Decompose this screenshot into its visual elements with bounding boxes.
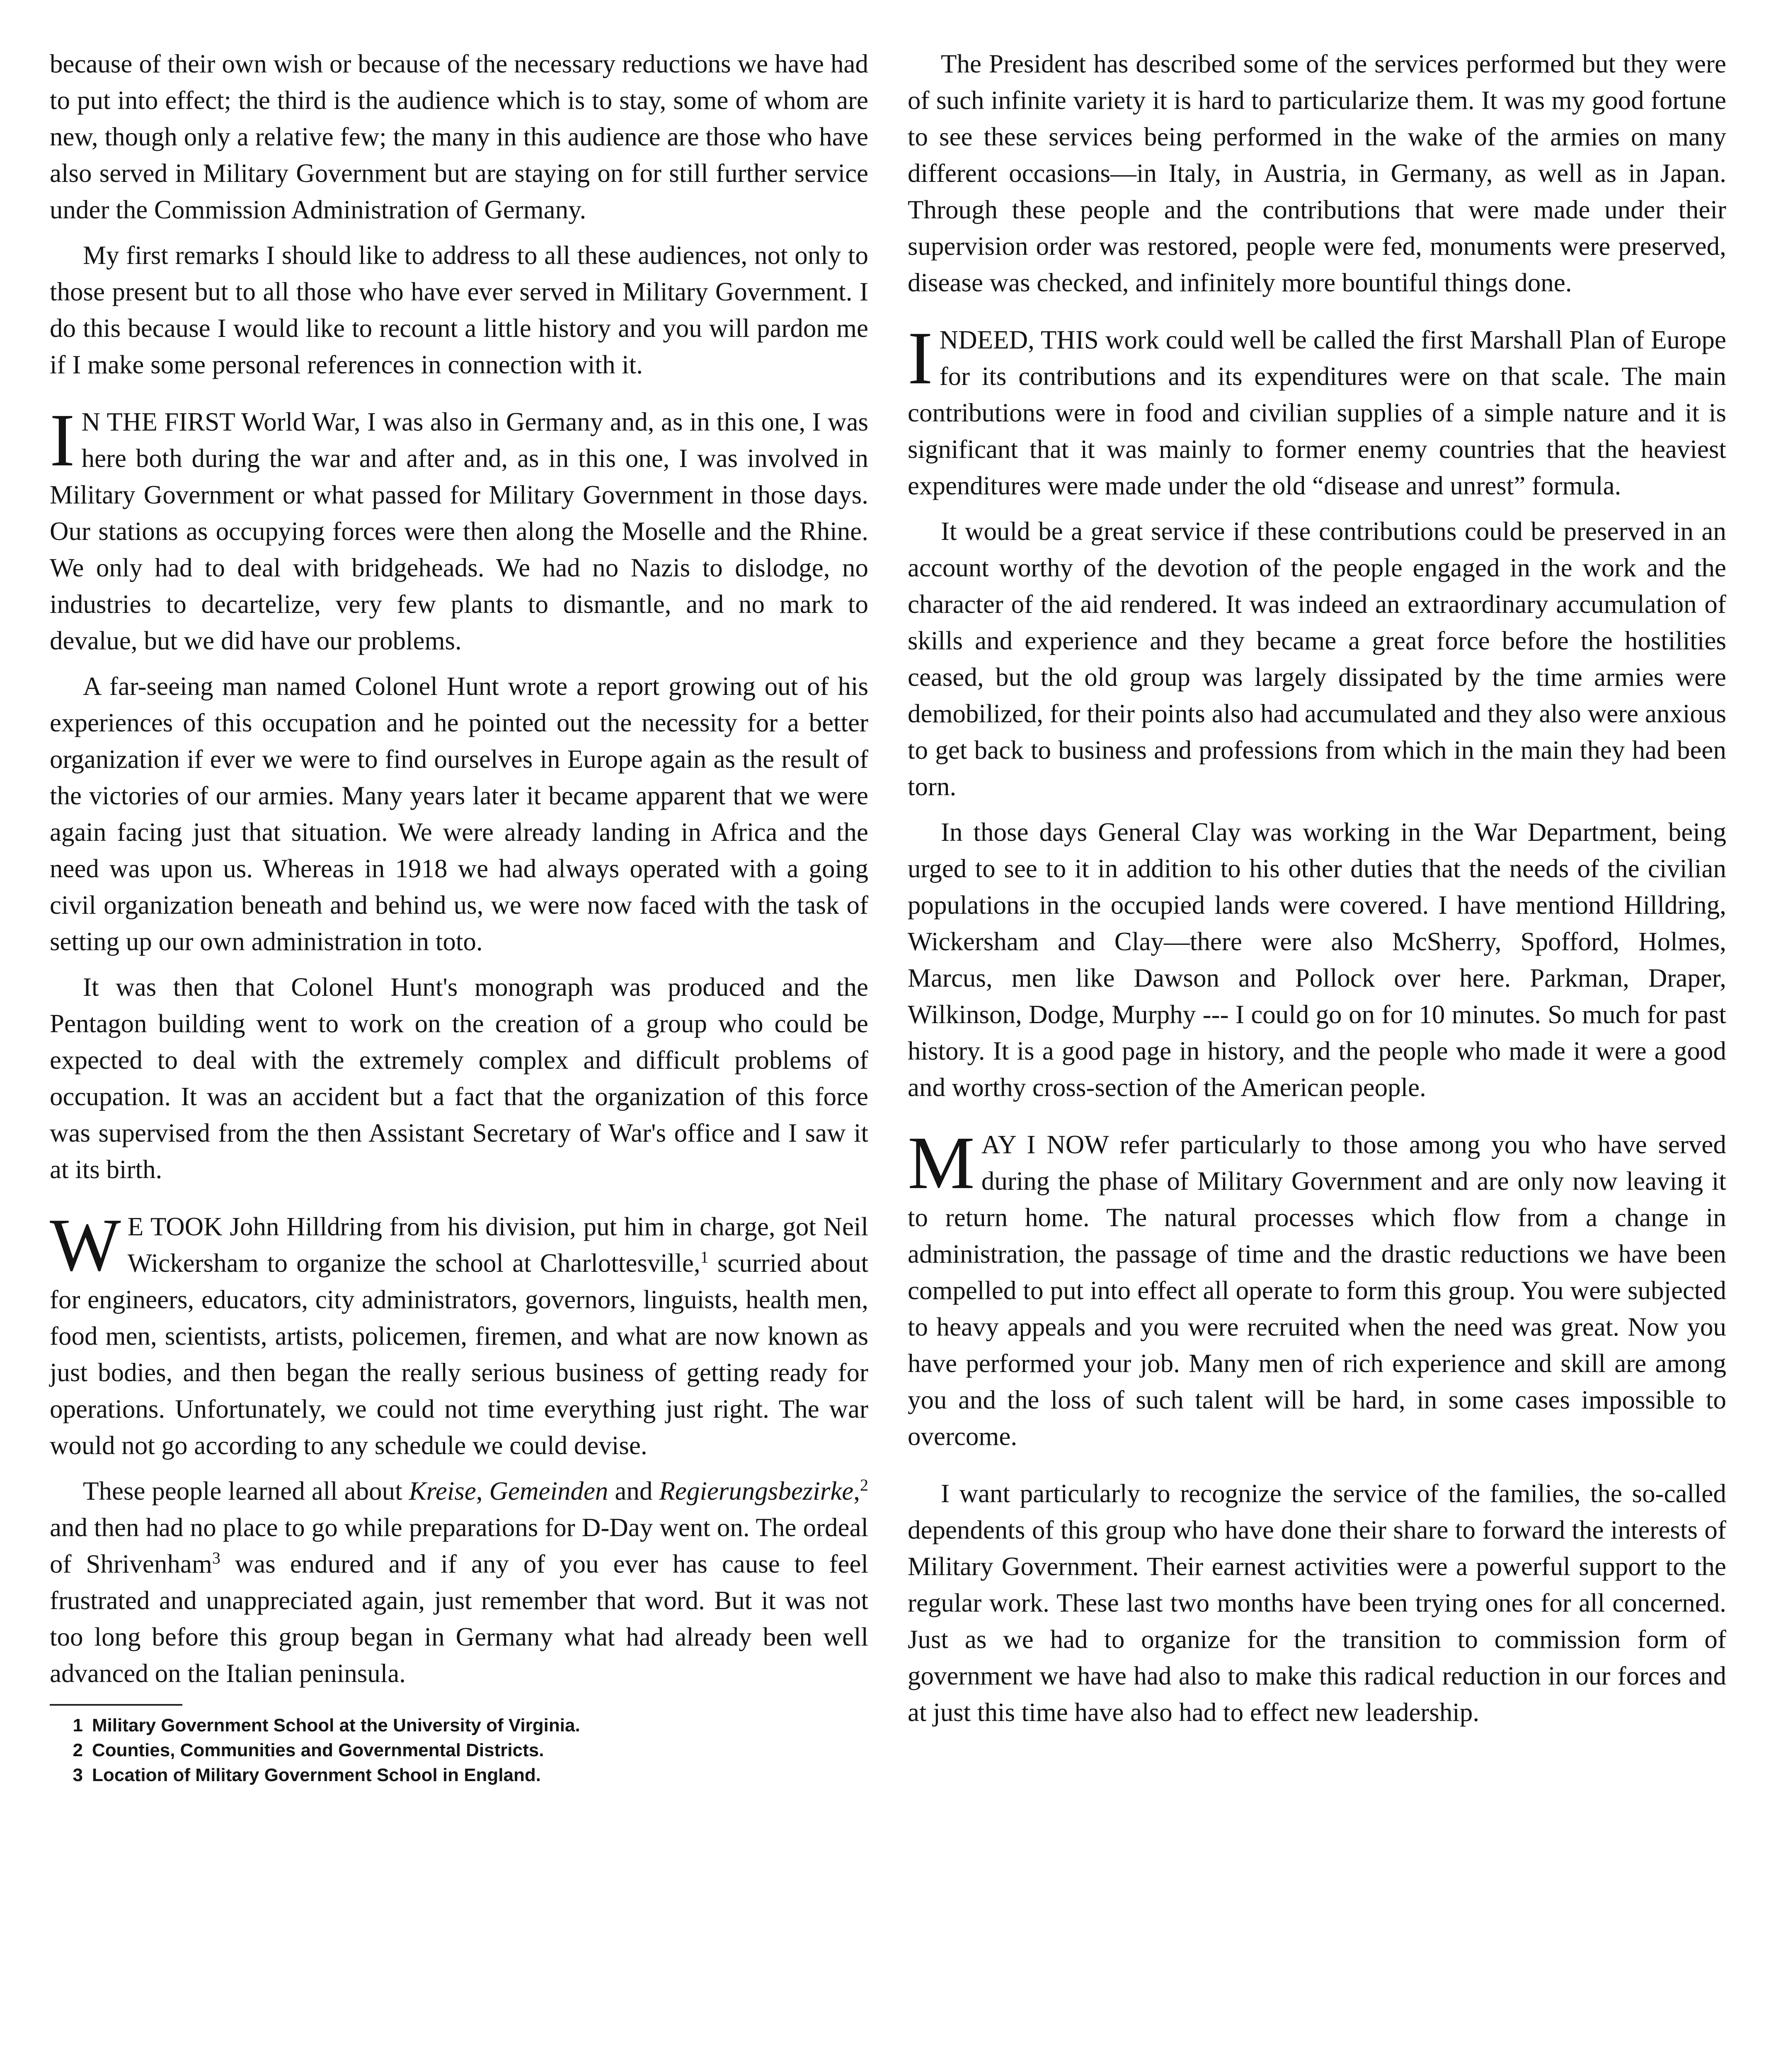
footnote-number: 3 bbox=[73, 1765, 83, 1785]
paragraph: It would be a great service if these contributions could be preserved in an account worthy of the devotion of the people engaged in the work and the character of the aid rendered. It was indeed an extraordinary accumulation of skills and experience and they became a great force before the hostilities ceased, but the old group was largely dissipated by the time armies were demobilized, for their points also had accumulated and they also were anxious to get back to business and professions from which in the main they had been torn. bbox=[908, 517, 1726, 801]
paragraph-text: , bbox=[853, 1477, 860, 1506]
paragraph-dropcap bbox=[50, 1203, 868, 1464]
paragraph-text: AY I NOW refer particularly to those among you who have served during the phase of Military Government and are only now leaving it to return home. The natural processes which flow from a change in administration, the passage of time and the drastic reductions we have been compelled to put into effect all operate to form this group. You were subjected to heavy appeals and you were recruited when the need was great. Now you have performed your job. Many men of rich experience and skill are among you and the loss of such talent will be hard, in some cases impossible to overcome. bbox=[908, 1130, 1726, 1451]
paragraph-text: was endured and if any of you ever has cause to feel frustrated and unappreciated again, just remember that word. But it was not too long before this group began in Germany what had already been well advanced on the Italian peninsula. bbox=[50, 1549, 868, 1688]
paragraph bbox=[50, 1473, 868, 1692]
paragraph: The President has described some of the services performed but they were of such infinite variety it is hard to particularize them. It was my good fortune to see these services being performed in the wake of the armies on many different occasions—in Italy, in Austria, in Germany, as well as in Japan. Through these people and the contributions that were made under their supervision order was restored, people were fed, monuments were preserved, disease was checked, and infinitely more bountiful things done. bbox=[908, 49, 1726, 297]
paragraph-text: and bbox=[608, 1477, 659, 1506]
paragraph: I want particularly to recognize the service of the families, the so-called dependents of this group who have done their share to forward the interests of Military Government. Their earnest activities were a powerful support to the regular work. These last two months have been trying ones for all concerned. Just as we had to organize for the transition to commission form of government we have had also to make this radical reduction in our forces and at just this time have also had to effect new leadership. bbox=[908, 1479, 1726, 1727]
paragraph-text: and then had no place to go while preparations for D-Day went on. The ordeal of Shrivenham bbox=[50, 1513, 868, 1578]
footnote-number: 1 bbox=[73, 1715, 83, 1736]
footnote-ref: 3 bbox=[212, 1549, 220, 1567]
paragraph-text: , bbox=[476, 1477, 489, 1506]
drop-cap: M bbox=[908, 1121, 975, 1205]
paragraph-text: NDEED, THIS work could well be called the first Marshall Plan of Europe for its contributions and its expenditures were on that scale. The main contributions were in food and civilian supplies of a simple nature and it is significant that it was mainly to former enemy countries that the heaviest expenditures were made under the old “disease and unrest” formula. bbox=[908, 325, 1726, 500]
paragraph: My first remarks I should like to address to all these audiences, not only to those present but to all those who have ever served in Military Government. I do this because I would like to recount a little history and you will pardon me if I make some personal references in connection with it. bbox=[50, 241, 868, 379]
footnotes bbox=[50, 1704, 580, 1788]
footnote bbox=[50, 1713, 868, 1738]
paragraph-text: scurried about for engineers, educators, city administrators, governors, linguists, health men, food men, scientists, artists, policemen, firemen, and what are now known as just bodies, and then began the really serious business of getting ready for operations. Unfortunately, we could not time everything just right. The war would not go according to any schedule we could devise. bbox=[50, 1249, 868, 1460]
paragraph-dropcap bbox=[908, 1121, 1726, 1455]
german-term: Regierungsbezirke bbox=[659, 1477, 854, 1506]
paragraph: In those days General Clay was working in the War Department, being urged to see to it in addition to his other duties that the needs of the civilian populations in the occupied lands were covered. I have mentiond Hilldring, Wickersham and Clay—there were also McSherry, Spofford, Holmes, Marcus, men like Dawson and Pollock over here. Parkman, Draper, Wilkinson, Dodge, Murphy --- I could go on for 10 minutes. So much for past history. It is a good page in history, and the people who made it were a good and worthy cross-section of the American people. bbox=[908, 818, 1726, 1102]
paragraph: because of their own wish or because of the necessary reductions we have had to put into effect; the third is the audience which is to stay, some of whom are new, though only a relative few; the many in this audience are those who have also served in Military Government but are staying on for still further service under the Commission Administration of Germany. bbox=[50, 49, 868, 224]
right-column bbox=[908, 46, 1726, 1740]
footnote-text: Military Government School at the University of Virginia. bbox=[92, 1715, 580, 1736]
footnote bbox=[50, 1763, 868, 1788]
footnote bbox=[50, 1738, 868, 1763]
paragraph: A far-seeing man named Colonel Hunt wrote a report growing out of his experiences of this occupation and he pointed out the necessity for a better organization if ever we were to find ourselves in Europe again as the result of the victories of our armies. Many years later it became apparent that we were again facing just that situation. We were already landing in Africa and the need was upon us. Whereas in 1918 we had always operated with a going civil organization beneath and behind us, we were now faced with the task of setting up our own administration in toto. bbox=[50, 672, 868, 956]
german-term: Gemeinden bbox=[489, 1477, 608, 1506]
paragraph-text: These people learned all about bbox=[83, 1477, 409, 1506]
paragraph-text: E TOOK John Hilldring from his division, put him in charge, got Neil Wickersham to organize the school at Charlottesville, bbox=[127, 1212, 868, 1278]
footnote-number: 2 bbox=[73, 1740, 83, 1760]
paragraph-text: N THE FIRST World War, I was also in Germany and, as in this one, I was here both during the war and after and, as in this one, I was involved in Military Government or what passed for Military Government in those days. Our stations as occupying forces were then along the Moselle and the Rhine. We only had to deal with bridgeheads. We had no Nazis to dislodge, no industries to decartelize, very few plants to dismantle, and no mark to devalue, but we did have our problems. bbox=[50, 407, 868, 655]
footnote-text: Location of Military Government School in England. bbox=[92, 1765, 541, 1785]
drop-cap: W bbox=[50, 1203, 121, 1287]
footnote-ref: 2 bbox=[860, 1476, 868, 1494]
left-column bbox=[50, 46, 868, 1788]
paragraph-dropcap bbox=[50, 399, 868, 659]
footnote-ref: 1 bbox=[700, 1248, 709, 1266]
footnote-text: Counties, Communities and Governmental Districts. bbox=[92, 1740, 544, 1760]
drop-cap: I bbox=[908, 317, 933, 400]
german-term: Kreise bbox=[409, 1477, 476, 1506]
drop-cap: I bbox=[50, 399, 75, 482]
paragraph: It was then that Colonel Hunt's monograph was produced and the Pentagon building went to work on the creation of a group who could be expected to deal with the extremely complex and difficult problems of occupation. It was an accident but a fact that the organization of this force was supervised from the then Assistant Secretary of War's office and I saw it at its birth. bbox=[50, 973, 868, 1184]
paragraph-dropcap bbox=[908, 317, 1726, 504]
